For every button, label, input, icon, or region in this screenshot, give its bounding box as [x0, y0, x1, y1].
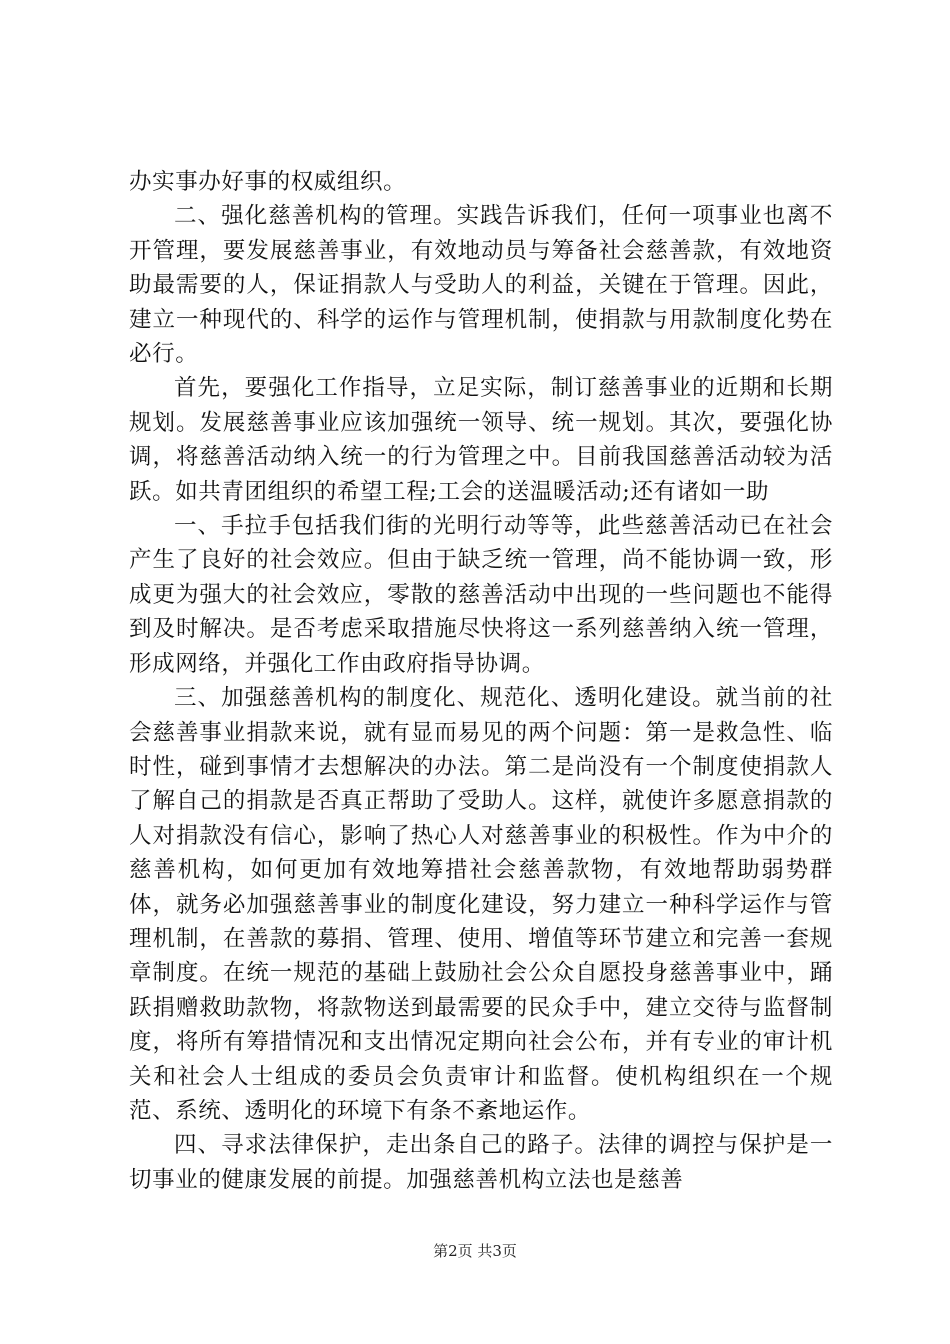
paragraph-5: 三、加强慈善机构的制度化、规范化、透明化建设。就当前的社会慈善事业捐款来说，就有显而易见的两个问题：第一是救急性、临时性，碰到事情才去想解决的办法。第二是尚没有一个制度使捐款人了解自己的捐款是否真正帮助了受助人。这样，就使许多愿意捐款的人对捐款没有信心，影响了热心人对慈善事业的积极性。作为中介的慈善机构，如何更加有效地筹措社会慈善款物，有效地帮助弱势群体，就务必加强慈善事业的制度化建设，努力建立一种科学运作与管理机制，在善款的募捐、管理、使用、增值等环节建立和完善一套规章制度。在统一规范的基础上鼓励社会公众自愿投身慈善事业中，踊跃捐赠救助款物，将款物送到最需要的民众手中，建立交待与监督制度，将所有筹措情况和支出情况定期向社会公布，并有专业的审计机关和社会人士组成的委员会负责审计和监督。使机构组织在一个规范、系统、透明化的环境下有条不紊地运作。	[129, 685, 833, 1124]
paragraph-4: 一、手拉手包括我们街的光明行动等等，此些慈善活动已在社会产生了良好的社会效应。但由于缺乏统一管理，尚不能协调一致，形成更为强大的社会效应，零散的慈善活动中出现的一些问题也不能得到及时解决。是否考虑采取措施尽快将这一系列慈善纳入统一管理，形成网络，并强化工作由政府指导协调。	[129, 513, 833, 677]
document-body	[129, 165, 833, 1197]
paragraph-3: 首先，要强化工作指导，立足实际，制订慈善事业的近期和长期规划。发展慈善事业应该加强统一领导、统一规划。其次，要强化协调，将慈善活动纳入统一的行为管理之中。目前我国慈善活动较为活跃。如共青团组织的希望工程;工会的送温暖活动;还有诸如一助	[129, 375, 833, 505]
paragraph-2: 二、强化慈善机构的管理。实践告诉我们，任何一项事业也离不开管理，要发展慈善事业，有效地动员与筹备社会慈善款，有效地资助最需要的人，保证捐款人与受助人的利益，关键在于管理。因此，建立一种现代的、科学的运作与管理机制，使捐款与用款制度化势在必行。	[129, 203, 833, 368]
paragraph-1: 办实事办好事的权威组织。	[129, 169, 407, 195]
page-number-footer: 第2页 共3页	[433, 1242, 517, 1260]
paragraph-6: 四、寻求法律保护，走出条自己的路子。法律的调控与保护是一切事业的健康发展的前提。加强慈善机构立法也是慈善	[129, 1132, 833, 1193]
